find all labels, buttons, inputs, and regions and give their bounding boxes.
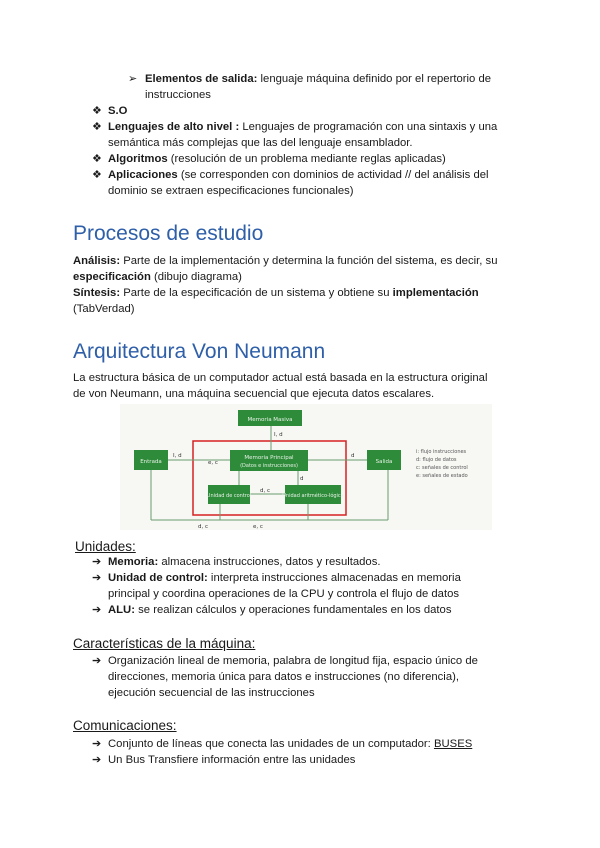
item-text: interpreta instrucciones almacenadas en memoria [207,572,461,584]
edge-label: d, c [198,524,209,530]
bullet-algoritmos [92,151,552,167]
arrowhead-bullet-icon: ➢ [128,73,138,85]
bullet-cont: dominio se extraen especificaciones funcionales) [108,185,354,197]
intro-line-2: de von Neumann, una máquina secuencial que ejecuta datos escalares. [73,388,435,400]
item-label: Memoria: [108,556,159,568]
edge-label: d [351,453,355,459]
comunicaciones-item-2 [92,752,552,768]
sintesis-bold: implementación [392,287,479,299]
heading-procesos: Procesos de estudio [73,222,264,245]
von-neumann-diagram [120,404,492,530]
intro-line-1: La estructura básica de un computador actual está basada en la estructura original [73,372,488,384]
caracteristicas-item [92,653,552,701]
bullet-label: Algoritmos [108,153,168,165]
unidades-item-alu [92,602,552,618]
memoria-principal-label: Memoria Principal [244,455,294,461]
box-salida [367,450,401,470]
salida-label: Salida [375,459,393,465]
item-cont: principal y coordina operaciones de la CPU y controla el flujo de datos [108,588,460,600]
unidad-aritmetica-label: Unidad aritmético-lógica [282,493,344,499]
box-unidad-control [207,485,251,504]
item-text: Un Bus Transfiere información entre las unidades [108,754,356,766]
analisis-bold: especificación [73,271,151,283]
arrow-bullet-icon: ➔ [92,604,102,616]
sintesis-label: Síntesis: [73,287,121,299]
box-entrada [134,450,168,470]
sub-bullet-label: Elementos de salida: [145,73,258,85]
comunicaciones-item-1 [92,736,552,752]
analisis-text: Parte de la implementación y determina la función del sistema, es decir, su [120,255,498,267]
paragraph-analisis [73,253,543,285]
legend-item: d: flujo de datos [416,457,457,463]
memoria-principal-sub: (Datos e instrucciones) [240,463,298,469]
analisis-text2: (dibujo diagrama) [150,271,242,283]
box-memoria-principal [230,450,308,471]
memoria-masiva-label: Memoria Masiva [247,417,293,423]
diamond-bullet-icon: ❖ [92,169,102,181]
heading-arquitectura: Arquitectura Von Neumann [73,340,326,363]
arrow-bullet-icon: ➔ [92,754,102,766]
diamond-bullet-icon: ❖ [92,105,102,117]
sub-bullet-elementos-salida [128,71,568,103]
heading-unidades: Unidades: [75,539,136,554]
sub-bullet-cont: instrucciones [145,89,211,101]
heading-caracteristicas: Características de la máquina: [73,636,256,651]
caract-line-3: ejecución secuencial de las instrucciones [108,687,315,699]
edge-label: d [300,476,304,482]
bullet-text: (se corresponden con dominios de actividad // del análisis del [177,169,489,181]
item-label: ALU: [108,604,135,616]
diamond-bullet-icon: ❖ [92,121,102,133]
edge-label: d, c [260,488,271,494]
arrow-bullet-icon: ➔ [92,738,102,750]
sintesis-text: Parte de la especificación de un sistema y obtiene su [120,287,393,299]
unidades-item-control [92,570,552,602]
bullet-label: Lenguajes de alto nivel : [108,121,240,133]
paragraph-arquitectura [73,370,543,402]
item-text: almacena instrucciones, datos y resultados. [158,556,381,568]
edge-label: e, c [253,524,263,530]
caract-line-2: direcciones, memoria única para datos e instrucciones (no diferencia), [108,671,460,683]
heading-comunicaciones: Comunicaciones: [73,718,177,733]
bullet-label: Aplicaciones [108,169,178,181]
paragraph-sintesis [73,285,543,317]
unidades-item-memoria [92,554,552,570]
bullet-label: S.O [108,105,128,117]
arrow-bullet-icon: ➔ [92,556,102,568]
box-unidad-aritmetica [282,485,344,504]
bullet-text: (resolución de un problema mediante reglas aplicadas) [167,153,446,165]
edge-label: e, c [208,460,218,466]
legend-item: e: señales de estado [416,473,468,479]
box-memoria-masiva [238,410,302,426]
legend-item: c: señales de control [416,465,468,471]
entrada-label: Entrada [140,459,162,465]
item-label: Unidad de control: [108,572,208,584]
analisis-label: Análisis: [73,255,121,267]
sub-bullet-text: lenguaje máquina definido por el repertorio de [257,73,492,85]
diamond-bullet-icon: ❖ [92,153,102,165]
item-text: Conjunto de líneas que conecta las unidades de un computador: [108,738,434,750]
bullet-lenguajes [92,119,552,151]
arrow-bullet-icon: ➔ [92,572,102,584]
bullet-text: Lenguajes de programación con una sintaxis y una [239,121,498,133]
sintesis-text2: (TabVerdad) [73,303,135,315]
edge-label: I, d [274,432,283,438]
bullet-so [92,103,542,119]
edge-label: I, d [173,453,182,459]
bullet-cont: semántica más complejas que las del lenguaje ensamblador. [108,137,413,149]
item-text: se realizan cálculos y operaciones fundamentales en los datos [134,604,452,616]
bullet-aplicaciones [92,167,552,199]
caract-line-1: Organización lineal de memoria, palabra de longitud fija, espacio único de [108,655,478,667]
arrow-bullet-icon: ➔ [92,655,102,667]
legend-item: i: flujo instrucciones [416,449,467,455]
unidad-control-label: Unidad de control [206,493,252,499]
buses-term: BUSES [433,738,473,750]
